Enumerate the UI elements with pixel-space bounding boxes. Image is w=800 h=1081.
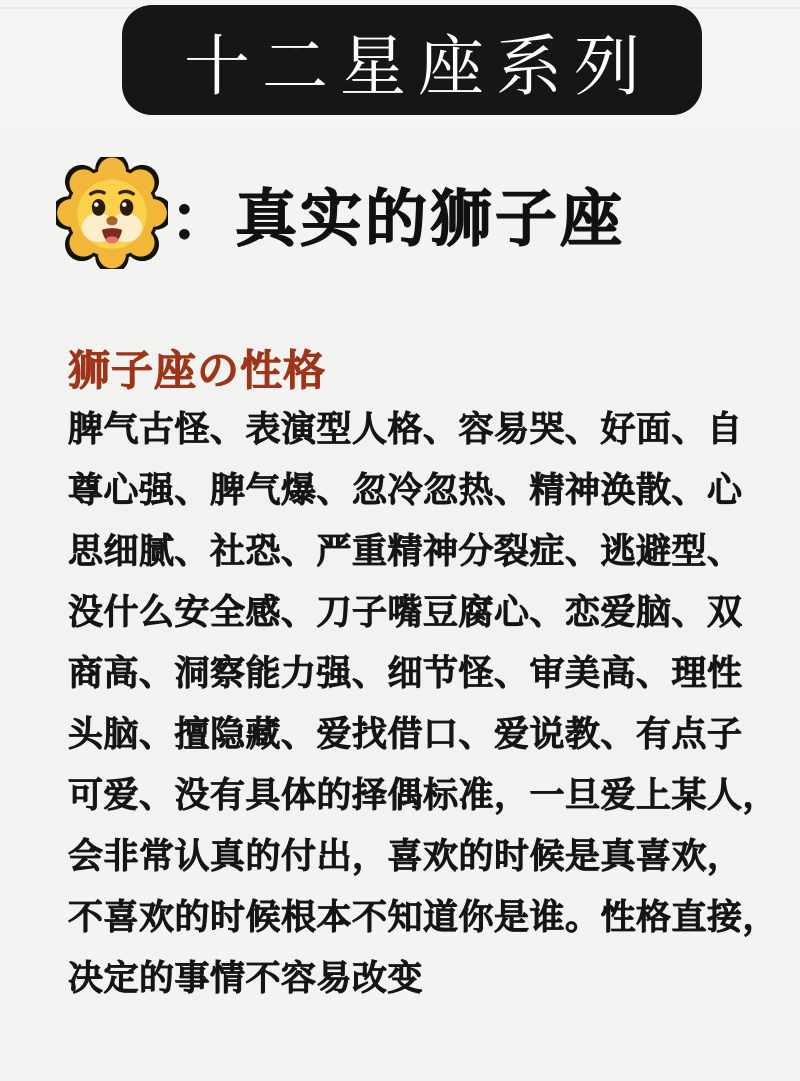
text-line: 决定的事情不容易改变 <box>68 959 424 998</box>
series-banner <box>122 5 702 115</box>
series-banner-title: 十二星座系列 <box>184 28 652 103</box>
text-line: 没什么安全感、刀子嘴豆腐心、恋爱脑、双 <box>68 593 743 632</box>
text-line: 可爱、没有具体的择偶标准，一旦爱上某人， <box>68 776 779 815</box>
section-heading: 狮子座の性格 <box>68 347 327 394</box>
text-line: 商高、洞察能力强、细节怪、审美高、理性 <box>68 654 743 693</box>
personality-text <box>68 399 778 1009</box>
text-line: 思细腻、社恐、严重精神分裂症、逃避型、 <box>68 532 743 571</box>
text-line: 脾气古怪、表演型人格、容易哭、好面、自 <box>68 410 743 449</box>
text-line: 不喜欢的时候根本不知道你是谁。性格直接， <box>68 898 779 937</box>
text-line: 尊心强、脾气爆、忽冷忽热、精神涣散、心 <box>68 471 743 510</box>
card-title-row <box>56 157 625 269</box>
text-line: 会非常认真的付出，喜欢的时候是真喜欢， <box>68 837 743 876</box>
card-title: ：真实的狮子座 <box>170 184 626 254</box>
lion-face-emoji-icon <box>56 157 168 269</box>
text-line: 头脑、擅隐藏、爱找借口、爱说教、有点子 <box>68 715 743 754</box>
